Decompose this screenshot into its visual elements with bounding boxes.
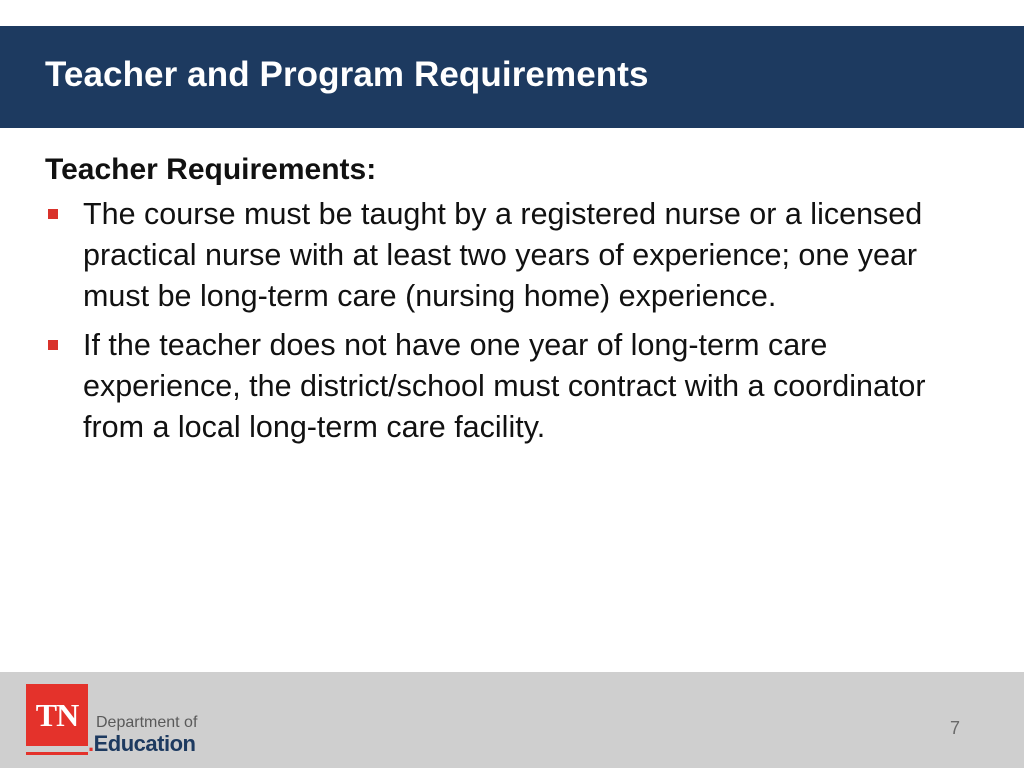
slide-content [45,150,985,456]
education-dot: . [88,731,94,756]
section-heading: Teacher Requirements: [45,153,377,186]
page-number: 7 [950,718,961,738]
bullet-text: If the teacher does not have one year of long-term care experience, the district/school must contract with a coordinator from a local long-term care facility. [83,328,926,444]
tn-logo: TN [26,684,88,746]
education-text: Education [93,731,196,756]
square-bullet-icon [48,340,58,350]
bullet-item [45,325,985,448]
education-label [88,731,195,757]
department-label: Department of [96,714,198,731]
slide-title: Teacher and Program Requirements [45,55,649,94]
bullet-item [45,194,985,317]
bullet-list [45,194,985,448]
logo-underline [26,752,88,755]
bullet-text: The course must be taught by a registered nurse or a licensed practical nurse with at least two years of experience; one year must be long-term care (nursing home) experience. [83,197,923,313]
square-bullet-icon [48,209,58,219]
